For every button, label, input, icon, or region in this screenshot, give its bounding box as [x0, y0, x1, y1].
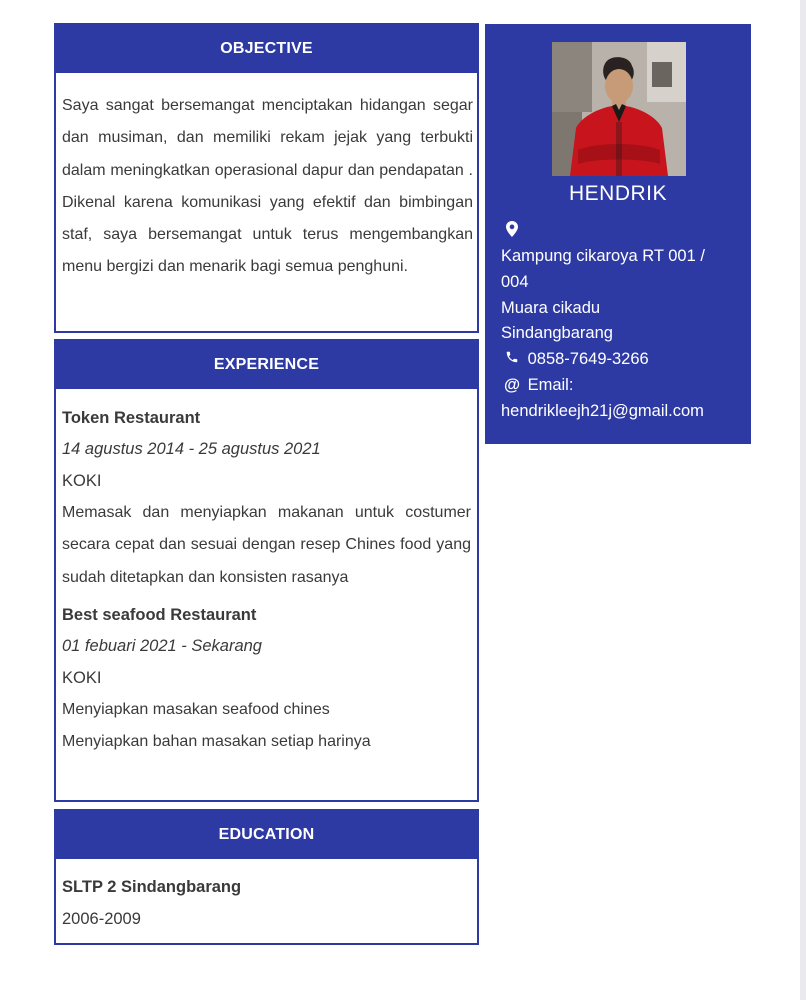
experience-list [56, 389, 477, 758]
email-label: Email: [527, 375, 574, 394]
phone-icon [501, 347, 523, 373]
education-entry [56, 859, 477, 935]
email-label-row [501, 373, 741, 399]
phone-row [501, 347, 741, 373]
profile-photo [552, 42, 686, 176]
profile-name: HENDRIK [568, 182, 667, 205]
job-entry [62, 403, 471, 594]
phone-number: 0858-7649-3266 [527, 350, 649, 369]
profile-sidebar [485, 24, 751, 444]
experience-header: EXPERIENCE [56, 341, 477, 389]
objective-text: Saya sangat bersemangat menciptakan hidangan segar dan musiman, dan memiliki rekam jejak yang terbukti dalam meningkatkan operasional dapur dan pendapatan . Dikenal karena komunikasi yang efektif dan bimbingan staf, saya bersemangat untuk terus mengembangkan menu bergizi dan menarik bagi semua penghuni. [62, 97, 473, 276]
school-name: SLTP 2 Sindangbarang [62, 878, 242, 896]
education-header: EDUCATION [56, 811, 477, 859]
address-line: Kampung cikaroya RT 001 / [501, 247, 705, 265]
job-role: KOKI [62, 472, 102, 490]
job-duty: Menyiapkan bahan masakan setiap harinya [62, 733, 371, 751]
profile-photo-illustration [552, 42, 686, 176]
page-edge [800, 0, 806, 1000]
location-row [501, 220, 741, 244]
job-company: Token Restaurant [62, 409, 201, 427]
job-description: Memasak dan menyiapkan makanan untuk costumer secara cepat dan sesuai dengan resep Chines food yang sudah ditetapkan dan konsisten rasanya [62, 504, 471, 586]
job-role: KOKI [62, 668, 102, 687]
contact-info [501, 220, 741, 425]
job-dates: 14 agustus 2014 - 25 agustus 2021 [62, 440, 321, 458]
school-years: 2006-2009 [62, 910, 141, 928]
address-line: Muara cikadu [501, 298, 601, 317]
map-pin-icon [501, 220, 523, 246]
education-section [54, 809, 479, 945]
objective-header: OBJECTIVE [56, 25, 477, 73]
objective-section [54, 23, 479, 333]
address-line: Sindangbarang [501, 324, 613, 343]
at-sign-icon: @ [503, 375, 521, 394]
email-address: hendrikleejh21j@gmail.com [501, 401, 704, 420]
job-dates: 01 febuari 2021 - Sekarang [62, 636, 262, 655]
job-duty: Menyiapkan masakan seafood chines [62, 700, 330, 718]
address-line: 004 [501, 272, 529, 291]
job-entry [62, 600, 471, 759]
job-company: Best seafood Restaurant [62, 605, 257, 624]
experience-section [54, 339, 479, 802]
